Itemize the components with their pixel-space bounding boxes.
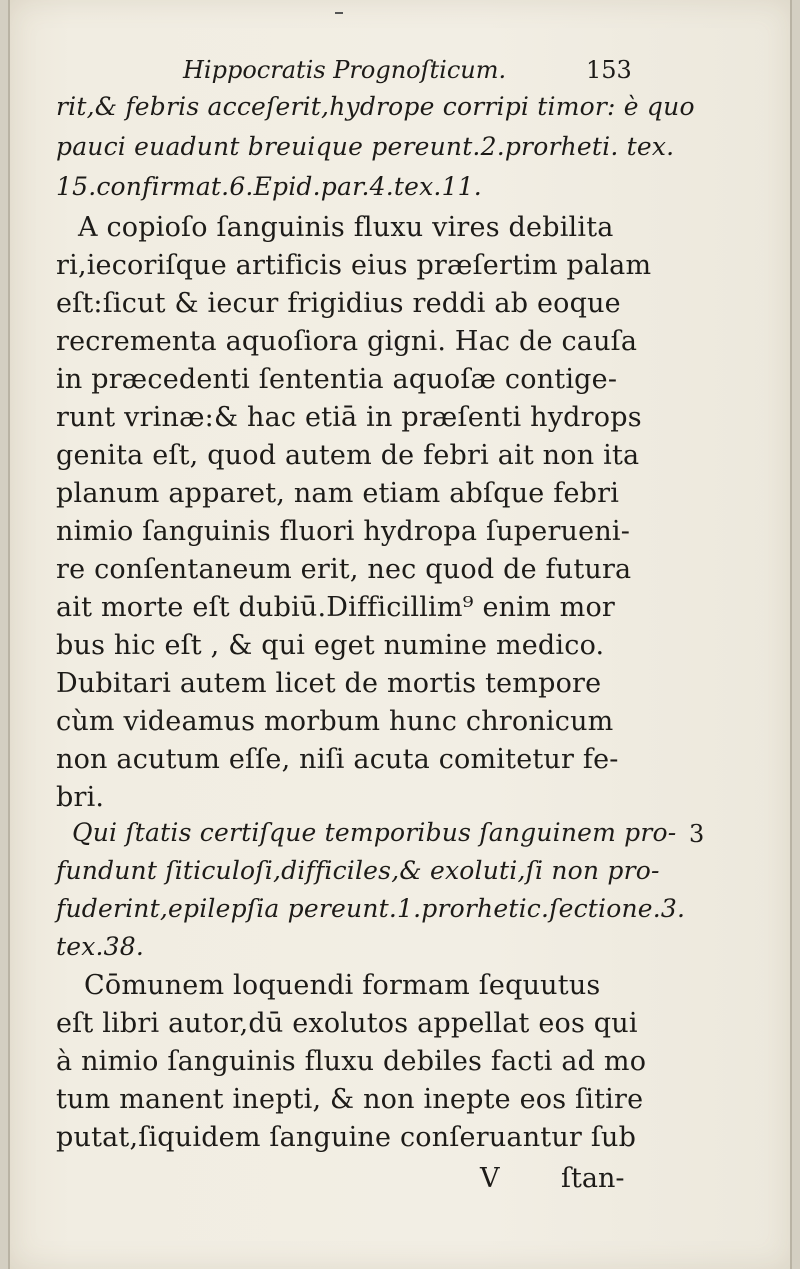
text-line: A copioſo ſanguinis fluxu vires debilita: [78, 212, 614, 243]
text-line: recrementa aquoſiora gigni. Hac de cauſa: [56, 326, 638, 357]
text-line: eſt:ſicut & iecur frigidius reddi ab eoque: [56, 288, 621, 319]
text-line: in præcedenti ſententia aquoſæ contige-: [56, 364, 618, 395]
top-mark: [335, 12, 343, 14]
text-line: Dubitari autem licet de mortis tempore: [56, 668, 602, 699]
text-line: runt vrinæ:& hac etiā in præſenti hydrops: [56, 402, 642, 433]
text-line: rit,& febris acceſerit,hydrope corripi timor: è quo: [56, 92, 695, 121]
text-line: eſt libri autor,dū exolutos appellat eos qui: [56, 1008, 638, 1039]
signature-mark: V: [480, 1163, 500, 1194]
book-page: [8, 0, 792, 1269]
page-left-edge: [8, 0, 10, 1269]
page-number: 153: [586, 56, 632, 84]
text-line: tex.38.: [56, 932, 145, 961]
text-line: ait morte eſt dubiū.Difficillim⁹ enim mor: [56, 592, 616, 623]
text-line: ri,iecoriſque artificis eius præſertim palam: [56, 250, 652, 281]
text-line: re conſentaneum erit, nec quod de futura: [56, 554, 632, 585]
margin-number: 3: [689, 820, 705, 848]
page-right-edge: [790, 0, 792, 1269]
text-line: pauci euadunt breuique pereunt.2.prorheti. tex.: [56, 132, 675, 161]
text-line: putat,ſiquidem ſanguine conſeruantur ſub: [56, 1122, 637, 1153]
text-line: fuderint,epilepſia pereunt.1.prorhetic.ſectione.3.: [56, 894, 686, 923]
text-line: non acutum eſſe, niſi acuta comitetur fe-: [56, 744, 619, 775]
text-line: 15.confirmat.6.Epid.par.4.tex.11.: [56, 172, 482, 201]
text-line: Qui ſtatis certiſque temporibus ſanguinem pro-: [72, 818, 677, 847]
text-line: tum manent inepti, & non inepte eos ſitire: [56, 1084, 644, 1115]
text-line: bri.: [56, 782, 105, 813]
text-line: bus hic eſt , & qui eget numine medico.: [56, 630, 605, 661]
text-line: à nimio ſanguinis fluxu debiles facti ad mo: [56, 1046, 647, 1077]
running-title: Hippocratis Prognoſticum.: [183, 56, 507, 84]
text-line: fundunt ſiticuloſi,difficiles,& exoluti,ſi non pro-: [56, 856, 660, 885]
text-line: nimio ſanguinis fluori hydropa ſuperueni-: [56, 516, 631, 547]
text-line: Cōmunem loquendi formam ſequutus: [84, 970, 601, 1001]
text-line: cùm videamus morbum hunc chronicum: [56, 706, 614, 737]
text-line: genita eſt, quod autem de febri ait non ita: [56, 440, 640, 471]
text-line: planum apparet, nam etiam abſque febri: [56, 478, 620, 509]
catchword: ſtan-: [561, 1163, 625, 1194]
